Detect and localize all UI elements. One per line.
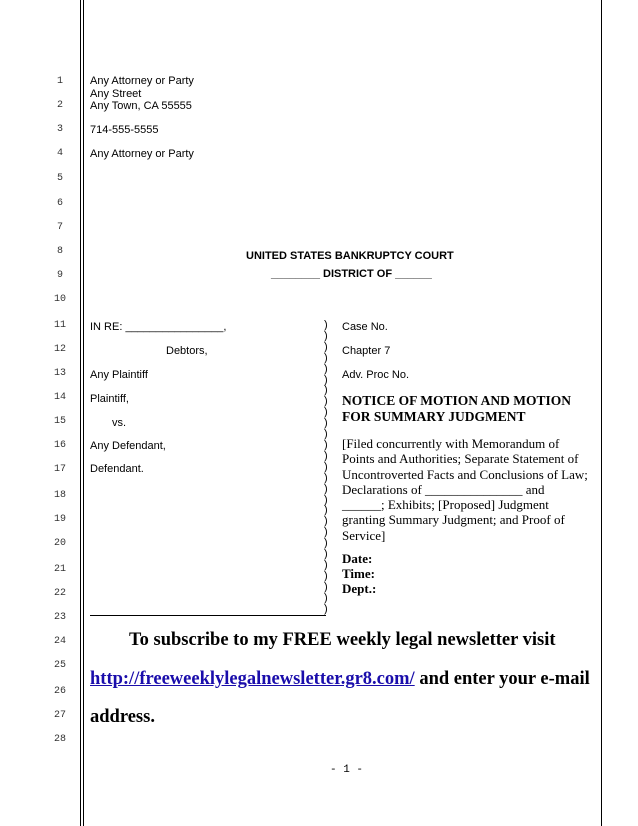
- filed-line: [342, 481, 545, 497]
- line-number: 25: [53, 660, 66, 671]
- line-number: 26: [53, 686, 66, 697]
- line-number: 17: [53, 464, 66, 475]
- line-number: 20: [53, 538, 66, 549]
- court-district: ________ DISTRICT OF ______: [271, 268, 432, 280]
- line-number: 6: [56, 198, 63, 209]
- line-number: 14: [53, 392, 66, 403]
- hearing-dept-label: Dept.:: [342, 581, 377, 596]
- defendant-label: Defendant.: [90, 463, 144, 475]
- in-re-line: IN RE: ________________,: [90, 321, 227, 333]
- line-number: 15: [53, 416, 66, 427]
- newsletter-line3: address.: [90, 707, 155, 727]
- page-number: - 1 -: [330, 764, 364, 776]
- line-number: 21: [53, 564, 66, 575]
- defendant-name: Any Defendant,: [90, 440, 166, 452]
- newsletter-after-link: and enter your e-mail: [414, 669, 590, 689]
- vs-label: vs.: [112, 417, 127, 429]
- filed-line: Service]: [342, 527, 386, 543]
- attorney-phone: 714-555-5555: [90, 124, 159, 136]
- line-number: 18: [53, 490, 66, 501]
- attorney-street: Any Street: [90, 88, 142, 100]
- newsletter-line2: [90, 669, 590, 690]
- caption-paren-column: ) ) ) ) ) ) ) ) ) ) ) ) ) ) ) ) ) ) ) ) ) ) ) ) ) ) ): [324, 319, 328, 615]
- filed-line: granting Summary Judgment; and Proof of: [342, 512, 565, 528]
- line-number: 11: [53, 320, 66, 331]
- line-number: 27: [53, 710, 66, 721]
- line-number: 12: [53, 344, 66, 355]
- line-number: 3: [56, 124, 63, 135]
- filed-line: Points and Authorities; Separate Statement of: [342, 451, 579, 467]
- attorney-name: Any Attorney or Party: [90, 75, 194, 87]
- line-number: 10: [53, 294, 66, 305]
- hearing-date-label: Date:: [342, 551, 373, 566]
- caption-bottom-rule: [90, 615, 326, 616]
- line-number: 9: [56, 270, 63, 281]
- left-margin-rule-inner: [83, 0, 84, 826]
- motion-title-line1: NOTICE OF MOTION AND MOTION: [342, 393, 572, 408]
- filed-line-text: Declarations of _______________ and: [342, 481, 545, 497]
- motion-title-line2: FOR SUMMARY JUDGMENT: [342, 409, 526, 424]
- attorney-city: Any Town, CA 55555: [90, 100, 192, 112]
- filed-line: [Filed concurrently with Memorandum of: [342, 436, 560, 451]
- line-number: 7: [56, 222, 63, 233]
- line-number: 2: [56, 100, 63, 111]
- filed-concurrently-block: [342, 436, 588, 543]
- line-number: 8: [56, 246, 63, 257]
- newsletter-link[interactable]: http://freeweeklylegalnewsletter.gr8.com/: [90, 669, 415, 689]
- line-number: 5: [56, 173, 63, 184]
- line-number: 1: [56, 76, 63, 87]
- line-number: 13: [53, 368, 66, 379]
- plaintiff-name: Any Plaintiff: [90, 369, 148, 381]
- line-number: 4: [56, 148, 63, 159]
- plaintiff-label: Plaintiff,: [90, 393, 129, 405]
- line-number: 19: [53, 514, 66, 525]
- case-number-label: Case No.: [342, 321, 388, 333]
- debtors-label: Debtors,: [166, 345, 208, 357]
- filed-line: ______; Exhibits; [Proposed] Judgment: [342, 497, 549, 513]
- line-number: 28: [53, 734, 66, 745]
- line-number: 22: [53, 588, 66, 599]
- chapter-label: Chapter 7: [342, 345, 391, 357]
- left-margin-rule-outer: [80, 0, 81, 826]
- court-name: UNITED STATES BANKRUPTCY COURT: [246, 250, 454, 262]
- attorney-for: Any Attorney or Party: [90, 148, 194, 160]
- line-number: 23: [53, 612, 66, 623]
- filed-line: Uncontroverted Facts and Conclusions of Law;: [342, 466, 588, 482]
- hearing-time-label: Time:: [342, 566, 375, 581]
- right-margin-rule: [601, 0, 602, 826]
- newsletter-line1: To subscribe to my FREE weekly legal newsletter visit: [129, 630, 556, 650]
- line-number: 16: [53, 440, 66, 451]
- adv-proc-label: Adv. Proc No.: [342, 369, 410, 381]
- line-number: 24: [53, 636, 66, 647]
